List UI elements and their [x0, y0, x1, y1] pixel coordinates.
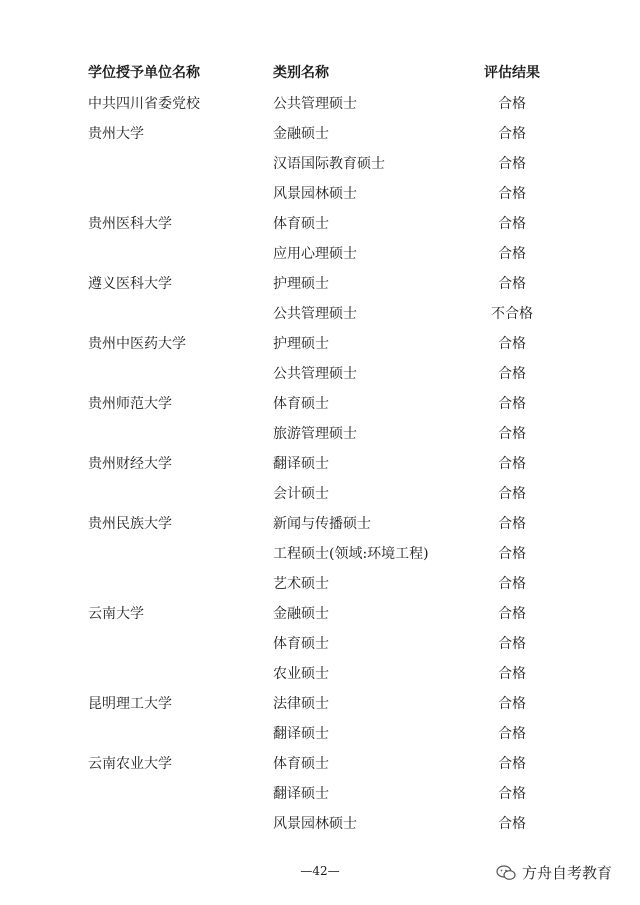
table-row: [0, 302, 640, 332]
cell-result: 合格: [498, 186, 526, 202]
cell-result: 合格: [498, 696, 526, 712]
cell-result: 合格: [498, 396, 526, 412]
cell-category: 新闻与传播硕士: [273, 516, 371, 532]
cell-category: 体育硕士: [273, 636, 329, 652]
cell-unit: 贵州中医药大学: [88, 336, 186, 352]
cell-category: 金融硕士: [273, 126, 329, 142]
cell-category: 体育硕士: [273, 216, 329, 232]
header-result: 评估结果: [484, 65, 540, 81]
cell-category: 风景园林硕士: [273, 186, 357, 202]
cell-result: 合格: [498, 726, 526, 742]
cell-category: 农业硕士: [273, 666, 329, 682]
table-row: [0, 122, 640, 152]
table-row: [0, 152, 640, 182]
cell-result: 合格: [498, 456, 526, 472]
cell-category: 护理硕士: [273, 276, 329, 292]
table-row: [0, 212, 640, 242]
cell-category: 体育硕士: [273, 756, 329, 772]
cell-result: 合格: [498, 666, 526, 682]
cell-category: 金融硕士: [273, 606, 329, 622]
cell-category: 汉语国际教育硕士: [273, 156, 385, 172]
cell-unit: 贵州医科大学: [88, 216, 172, 232]
table-row: [0, 752, 640, 782]
cell-category: 翻译硕士: [273, 456, 329, 472]
cell-category: 翻译硕士: [273, 786, 329, 802]
cell-result: 不合格: [491, 306, 533, 322]
cell-result: 合格: [498, 366, 526, 382]
header-unit: 学位授予单位名称: [88, 65, 200, 81]
cell-unit: 贵州民族大学: [88, 516, 172, 532]
cell-category: 应用心理硕士: [273, 246, 357, 262]
table-row: [0, 782, 640, 812]
table-row: [0, 482, 640, 512]
cell-unit: 云南农业大学: [88, 756, 172, 772]
table-row: [0, 422, 640, 452]
cell-result: 合格: [498, 126, 526, 142]
cell-result: 合格: [498, 276, 526, 292]
table-body: [0, 92, 640, 842]
cell-result: 合格: [498, 156, 526, 172]
cell-category: 公共管理硕士: [273, 306, 357, 322]
cell-result: 合格: [498, 516, 526, 532]
table-row: [0, 812, 640, 842]
table-row: [0, 362, 640, 392]
cell-result: 合格: [498, 786, 526, 802]
table-row: [0, 632, 640, 662]
cell-category: 翻译硕士: [273, 726, 329, 742]
table-row: [0, 182, 640, 212]
cell-result: 合格: [498, 486, 526, 502]
cell-unit: 贵州师范大学: [88, 396, 172, 412]
watermark: [496, 862, 612, 883]
table-header: [0, 62, 640, 86]
header-category: 类别名称: [273, 65, 329, 81]
cell-result: 合格: [498, 546, 526, 562]
table-row: [0, 332, 640, 362]
cell-category: 风景园林硕士: [273, 816, 357, 832]
table-row: [0, 692, 640, 722]
table-row: [0, 602, 640, 632]
watermark-text: 方舟自考教育: [522, 864, 613, 882]
cell-category: 公共管理硕士: [273, 366, 357, 382]
cell-category: 艺术硕士: [273, 576, 329, 592]
cell-category: 法律硕士: [273, 696, 329, 712]
cell-category: 旅游管理硕士: [273, 426, 357, 442]
wechat-icon: [496, 865, 516, 881]
table-row: [0, 722, 640, 752]
table-row: [0, 272, 640, 302]
cell-category: 体育硕士: [273, 396, 329, 412]
cell-result: 合格: [498, 96, 526, 112]
table-row: [0, 452, 640, 482]
table-row: [0, 542, 640, 572]
table-row: [0, 242, 640, 272]
cell-result: 合格: [498, 636, 526, 652]
cell-result: 合格: [498, 246, 526, 262]
cell-result: 合格: [498, 816, 526, 832]
cell-result: 合格: [498, 216, 526, 232]
table-row: [0, 512, 640, 542]
cell-category: 会计硕士: [273, 486, 329, 502]
table-row: [0, 92, 640, 122]
table-row: [0, 392, 640, 422]
table-row: [0, 662, 640, 692]
cell-category: 护理硕士: [273, 336, 329, 352]
cell-result: 合格: [498, 756, 526, 772]
cell-unit: 云南大学: [88, 606, 144, 622]
cell-unit: 贵州大学: [88, 126, 144, 142]
cell-category: 工程硕士(领域:环境工程): [273, 546, 429, 562]
cell-unit: 昆明理工大学: [88, 696, 172, 712]
cell-result: 合格: [498, 606, 526, 622]
cell-unit: 遵义医科大学: [88, 276, 172, 292]
cell-category: 公共管理硕士: [273, 96, 357, 112]
page-number: —42—: [300, 864, 340, 878]
cell-unit: 贵州财经大学: [88, 456, 172, 472]
cell-result: 合格: [498, 576, 526, 592]
table-row: [0, 572, 640, 602]
cell-unit: 中共四川省委党校: [88, 96, 200, 112]
cell-result: 合格: [498, 336, 526, 352]
cell-result: 合格: [498, 426, 526, 442]
